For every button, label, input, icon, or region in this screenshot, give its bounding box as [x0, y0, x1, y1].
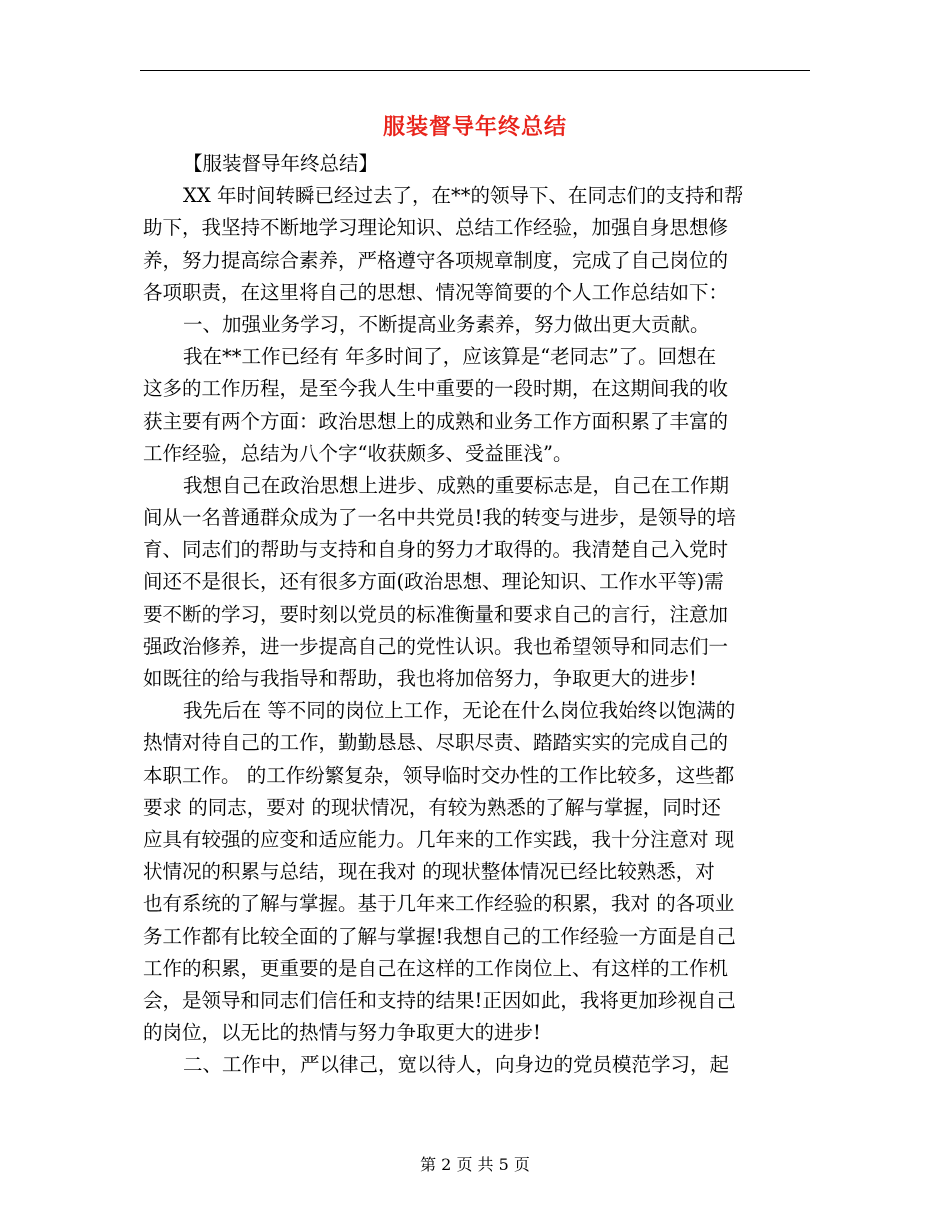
text-line: 间还不是很长，还有很多方面(政治思想、理论知识、工作水平等)需	[143, 570, 724, 594]
text-line: 如既往的给与我指导和帮助，我也将加倍努力，争取更大的进步!	[143, 667, 697, 690]
text-line: 间从一名普通群众成为了一名中共党员!我的转变与进步，是领导的培	[143, 506, 736, 530]
text-line: 务工作都有比较全面的了解与掌握!我想自己的工作经验一方面是自己	[143, 924, 736, 948]
text-line: 要不断的学习，要时刻以党员的标准衡量和要求自己的言行，注意加	[143, 602, 729, 626]
text-line: 本职工作。 的工作纷繁复杂，领导临时交办性的工作比较多，这些都	[143, 763, 735, 787]
text-line: 强政治修养，进一步提高自己的党性认识。我也希望领导和同志们一	[143, 634, 729, 658]
text-line: 的岗位，以无比的热情与努力争取更大的进步!	[143, 1021, 541, 1045]
document-title: 服装督导年终总结	[382, 114, 567, 140]
text-line: 养，努力提高综合素养，严格遵守各项规章制度，完成了自己岗位的	[143, 248, 729, 272]
text-line: 会，是领导和同志们信任和支持的结果!正因如此，我将更加珍视自己	[143, 988, 736, 1012]
text-line: 工作经验，总结为八个字“收获颇多、受益匪浅”。	[143, 441, 573, 465]
page-number: 第 2 页 共 5 页	[420, 1155, 530, 1174]
text-line: 状情况的积累与总结，现在我对 的现状整体情况已经比较熟悉，对	[143, 860, 715, 884]
text-line: 二、工作中，严以律己，宽以待人，向身边的党员模范学习，起	[183, 1053, 730, 1077]
text-line: XX 年时间转瞬已经过去了，在**的领导下、在同志们的支持和帮	[183, 184, 744, 208]
header-rule	[140, 70, 810, 71]
text-line: 也有系统的了解与掌握。基于几年来工作经验的积累，我对 的各项业	[143, 892, 735, 916]
text-line: 各项职责，在这里将自己的思想、情况等简要的个人工作总结如下：	[143, 280, 729, 304]
text-line: 应具有较强的应变和适应能力。几年来的工作实践，我十分注意对 现	[143, 827, 735, 851]
text-line: 工作的积累，更重要的是自己在这样的工作岗位上、有这样的工作机	[143, 956, 729, 980]
text-line: 我在**工作已经有 年多时间了，应该算是“老同志”了。回想在	[183, 345, 717, 369]
text-line: 这多的工作历程，是至今我人生中重要的一段时期，在这期间我的收	[143, 377, 729, 401]
text-line: 一、加强业务学习，不断提高业务素养，努力做出更大贡献。	[183, 312, 710, 336]
text-line: 助下，我坚持不断地学习理论知识、总结工作经验，加强自身思想修	[143, 216, 729, 240]
document-body	[143, 148, 805, 1081]
text-line: 我想自己在政治思想上进步、成熟的重要标志是，自己在工作期	[183, 473, 730, 497]
text-line: 热情对待自己的工作，勤勤恳恳、尽职尽责、踏踏实实的完成自己的	[143, 731, 729, 755]
text-line: 要求 的同志，要对 的现状情况，有较为熟悉的了解与掌握，同时还	[143, 795, 721, 819]
text-line: 我先后在 等不同的岗位上工作，无论在什么岗位我始终以饱满的	[183, 699, 736, 723]
text-line: 【服装督导年终总结】	[183, 152, 379, 175]
text-line: 获主要有两个方面：政治思想上的成熟和业务工作方面积累了丰富的	[143, 409, 729, 433]
text-line: 育、同志们的帮助与支持和自身的努力才取得的。我清楚自己入党时	[143, 538, 729, 562]
